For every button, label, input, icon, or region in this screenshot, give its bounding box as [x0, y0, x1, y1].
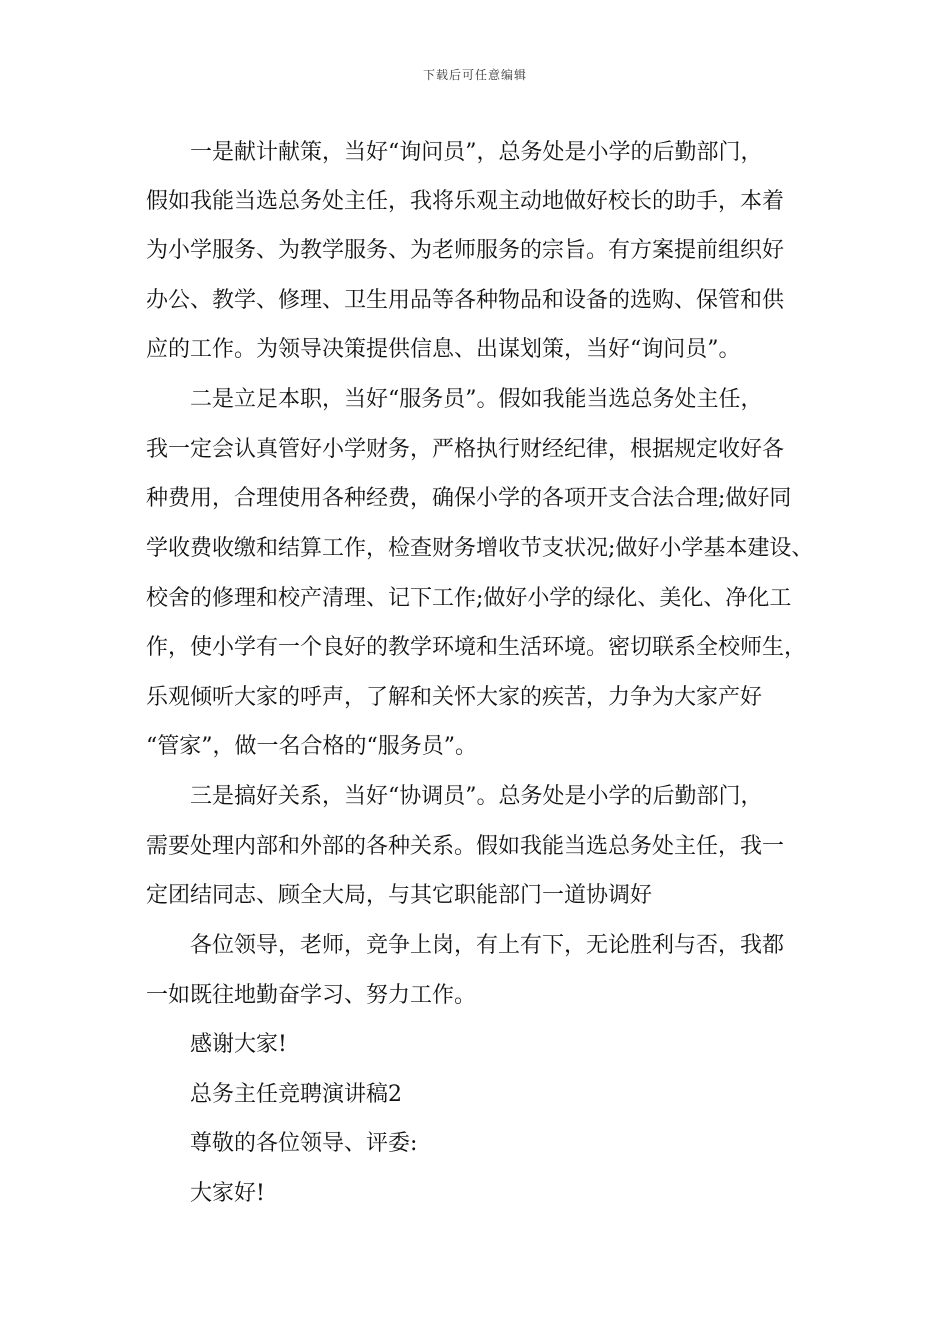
text-line: “管家”，做一名合格的“服务员”。	[146, 734, 477, 759]
text-line: 为小学服务、为教学服务、为老师服务的宗旨。有方案提前组织好	[146, 238, 785, 263]
greeting: 大家好!	[190, 1181, 265, 1206]
text-line: 感谢大家!	[190, 1032, 287, 1057]
salutation: 尊敬的各位领导、评委:	[190, 1131, 418, 1156]
text-line: 三是搞好关系，当好“协调员”。总务处是小学的后勤部门，	[190, 784, 763, 809]
text-line: 定团结同志、顾全大局，与其它职能部门一道协调好	[146, 883, 653, 908]
text-line: 一如既往地勤奋学习、努力工作。	[146, 983, 477, 1008]
text-line: 乐观倾听大家的呼声，了解和关怀大家的疾苦，力争为大家产好	[146, 685, 763, 710]
text-line: 假如我能当选总务处主任，我将乐观主动地做好校长的助手，本着	[146, 189, 785, 214]
text-line: 应的工作。为领导决策提供信息、出谋划策，当好“询问员”。	[146, 337, 741, 362]
text-line: 作，使小学有一个良好的教学环境和生活环境。密切联系全校师生，	[146, 635, 807, 660]
text-line: 各位领导，老师，竞争上岗，有上有下，无论胜利与否，我都	[190, 933, 785, 958]
text-line: 种费用，合理使用各种经费，确保小学的各项开支合法合理;做好同	[146, 486, 792, 511]
page-header: 下载后可任意编辑	[422, 68, 527, 82]
text-line: 学收费收缴和结算工作，检查财务增收节支状况;做好小学基本建设、	[146, 536, 814, 561]
text-line: 二是立足本职，当好“服务员”。假如我能当选总务处主任，	[190, 387, 763, 412]
text-line: 一是献计献策，当好“询问员”，总务处是小学的后勤部门，	[190, 140, 763, 165]
text-line: 办公、教学、修理、卫生用品等各种物品和设备的选购、保管和供	[146, 288, 785, 313]
text-line: 我一定会认真管好小学财务，严格执行财经纪律，根据规定收好各	[146, 437, 785, 462]
text-line: 需要处理内部和外部的各种关系。假如我能当选总务处主任，我一	[146, 834, 785, 859]
text-line: 校舍的修理和校产清理、记下工作;做好小学的绿化、美化、净化工	[146, 586, 792, 611]
section-title: 总务主任竞聘演讲稿2	[190, 1082, 402, 1107]
